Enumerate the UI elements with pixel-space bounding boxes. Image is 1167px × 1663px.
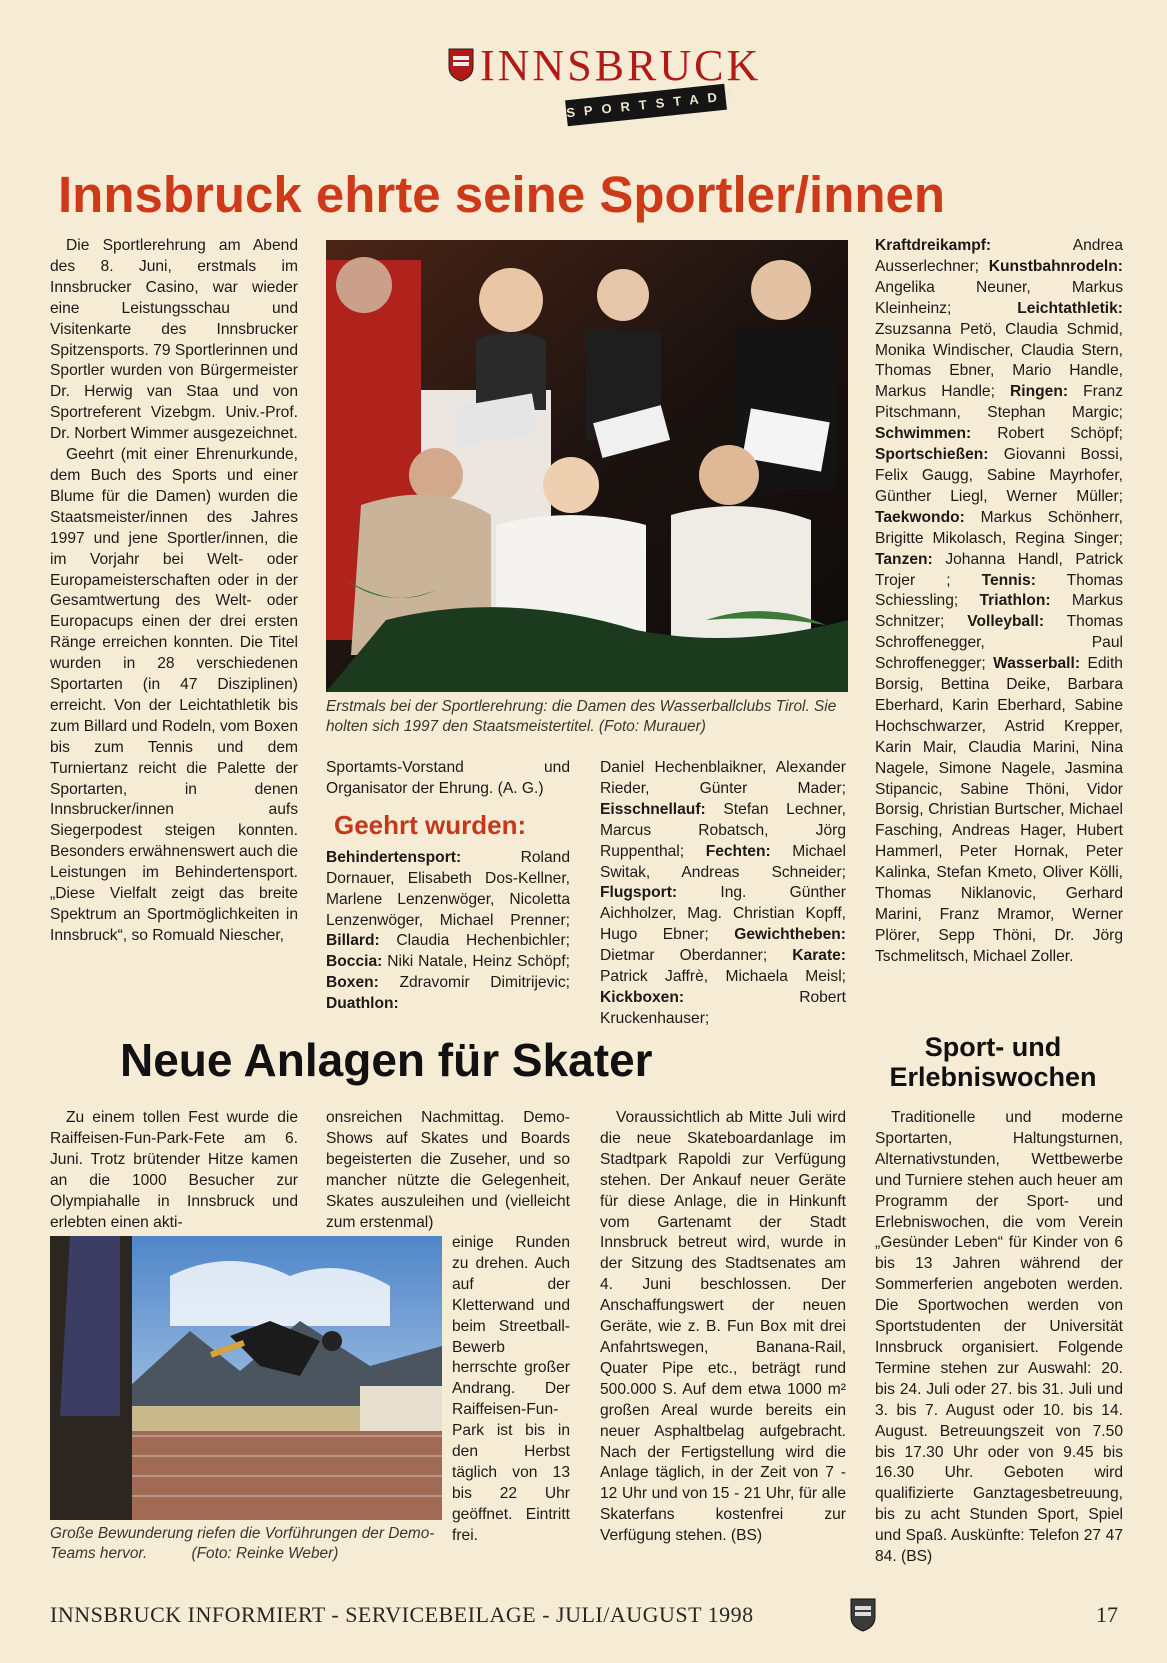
- honorees-list: Behindertensport: Roland Dornauer, Elisabeth Dos-Kellner, Marlene Lenzenwöger, Nicoletta Lenzenwöger, Michael Prenner; Billard: Claudia Hechenbichler; Boccia: Niki Natale, Heinz Schöpf; Boxen: Zdravomir Dimitrijevic; Duathlon:: [326, 848, 570, 1013]
- subheading: Geehrt wurden:: [334, 809, 527, 840]
- team-photo: [326, 240, 848, 692]
- article-column-3: [600, 758, 846, 1030]
- caption-text: Große Bewunderung riefen die Vorführungen der Demo-Teams hervor.: [50, 1525, 435, 1562]
- photo-credit: (Foto: Reinke Weber): [191, 1545, 339, 1562]
- article-column-1: [50, 236, 298, 947]
- skater-photo-caption: [50, 1524, 442, 1564]
- article-paragraph: onsreichen Nachmittag. Demo-Shows auf Skates und Boards begeisterten die Zuseher, und so mancher nützte die Gelegenheit, Skates auszuleihen und (vielleicht zum erstenmal): [326, 1109, 570, 1231]
- masthead: [448, 40, 762, 130]
- masthead-title: INNSBRUCK: [480, 41, 762, 90]
- photo-caption: Erstmals bei der Sportlerehrung: die Damen des Wasserballclubs Tirol. Sie holten sich 1997 den Staatsmeistertitel. (Foto: Murauer): [326, 698, 837, 735]
- sidebar-title-line: Sport- und: [924, 1032, 1062, 1062]
- city-crest-icon: [850, 1598, 876, 1632]
- headline: Innsbruck ehrte seine Sportler/innen: [58, 166, 946, 223]
- sidebar-title: [868, 1032, 1118, 1092]
- article-paragraph: Geehrt (mit einer Ehrenurkunde, dem Buch des Sports und einer Blume für die Damen) wurden die Staatsmeister/innen des Jahres 1997 und jene Sportler/innen, die im Vorjahr bei Welt- oder Europameisterschaften oder in der Gesamtwertung des Welt- oder Europacups einen der drei ersten Ränge erreichen konnten. Die Titel wurden in 28 verschiedenen Sportarten (in 47 Disziplinen) erreicht. Von der Leichtathletik bis zum Billard und Rodeln, vom Boxen bis zum Tennis und dem Turniertanz reicht die Palette der Sportarten, in denen Innsbrucker/innen aufs Siegerpodest steigen konnten. Besonders erwähnenswert auch die Leistungen im Behindertensport. „Diese Vielfalt zeigt das breite Spektrum an Sportmöglichkeiten in Innsbruck“, so Romuald Niescher,: [50, 446, 298, 944]
- footer: [50, 1598, 1130, 1634]
- article-paragraph: Zu einem tollen Fest wurde die Raiffeisen-Fun-Park-Fete am 6. Juni. Trotz brütender Hitze kamen an die 1000 Besucher zur Olympiahalle in Innsbruck und erlebten einen akti-: [50, 1109, 298, 1231]
- headline-skater: Neue Anlagen für Skater: [120, 1034, 653, 1086]
- article-paragraph: einige Runden zu drehen. Auch auf der Kletterwand und beim Streetball-Bewerb herrschte großer Andrang. Der Raiffeisen-Fun-Park ist bis in den Herbst täglich von 13 bis 22 Uhr geöffnet. Eintritt frei.: [452, 1234, 570, 1544]
- sidebar-title-line: Erlebniswochen: [889, 1062, 1097, 1092]
- page-number: 17: [1096, 1602, 1118, 1627]
- city-crest-icon: [448, 48, 474, 82]
- skater-column-1: [50, 1108, 298, 1233]
- skater-photo: [50, 1236, 442, 1520]
- article-paragraph: Traditionelle und moderne Sportarten, Haltungsturnen, Alternativstunden, Wettbewerbe und Turniere stehen auch heuer am Programm der Sport- und Erlebniswochen, die vom Verein „Gesünder Leben“ für Kinder von 6 bis 13 Jahren während der Sommerferien angeboten werden. Die Sportwochen werden von Sportstudenten der Universität Innsbruck organisiert. Folgende Termine stehen zur Auswahl: 20. bis 24. Juli oder 27. bis 31. Juli und 3. bis 7. August oder 10. bis 14. August. Betreuungszeit von 7.50 bis 17.30 Uhr oder von 9.45 bis 16.30 Uhr. Geboten wird qualifizierte Ganztagesbetreuung, bis zu acht Stunden Sport, Spiel und Spaß. Auskünfte: Telefon 27 47 84. (BS): [875, 1109, 1123, 1566]
- skater-column-2: [326, 1108, 570, 1233]
- sidebar-body: [875, 1108, 1123, 1568]
- honorees-list: Daniel Hechenblaikner, Alexander Rieder, Günter Mader; Eisschnellauf: Stefan Lechner, Marcus Robatsch, Jörg Ruppenthal; Fechten: Michael Switak, Andreas Schneider; Flugsport: Ing. Günther Aichholzer, Mag. Christian Kopff, Hugo Ebner; Gewichtheben: Dietmar Oberdanner; Karate: Patrick Jaffrè, Michaela Meisl; Kickboxen: Robert Kruckenhauser;: [600, 759, 846, 1027]
- article-paragraph: Voraussichtlich ab Mitte Juli wird die neue Skateboardanlage im Stadtpark Rapoldi zur Verfügung stehen. Der Ankauf neuer Geräte für diese Anlage, die in Hinkunft vom Gartenamt der Stadt Innsbruck betreut wird, wurde in der Sitzung des Stadtsenates am 4. Juni beschlossen. Der Anschaffungswert der neuen Geräte, wie z. B. Fun Box mit drei Anfahrtswegen, Banana-Rail, Quater Pipe etc., beträgt rund 500.000 S. Auf dem etwa 1000 m² großen Areal wurde bereits ein neuer Asphaltbelag aufgebracht. Nach der Fertigstellung wird die Anlage täglich, in der Zeit von 7 - 12 Uhr und von 15 - 21 Uhr, für alle Skaterfans kostenfrei zur Verfügung stehen. (BS): [600, 1109, 846, 1545]
- masthead-banner: SPORTSTADT: [565, 84, 727, 127]
- skater-column-2-continued: [452, 1233, 570, 1547]
- skater-column-3: [600, 1108, 846, 1547]
- honorees-list: Kraftdreikampf: Andrea Ausserlechner; Kunstbahnrodeln: Angelika Neuner, Markus Kleinheinz; Leichtathletik: Zsuzsanna Petö, Claudia Schmid, Monika Windischer, Claudia Stern, Thomas Ebner, Mario Handle, Markus Handle; Ringen: Franz Pitschmann, Stephan Margic; Schwimmen: Robert Schöpf; Sportschießen: Giovanni Bossi, Felix Gaugg, Sabine Mayrhofer, Günther Liegl, Werner Müller; Taekwondo: Markus Schönherr, Brigitte Mikolasch, Regina Singer; Tanzen: Johanna Handl, Patrick Trojer ; Tennis: Thomas Schiessling; Triathlon: Markus Schnitzer; Volleyball: Thomas Schroffenegger, Paul Schroffenegger; Wasserball: Edith Borsig, Bettina Deike, Barbara Eberhard, Karin Eberhard, Sabine Hochschwarzer, Astrid Krepper, Karin Mair, Claudia Marini, Nina Nagele, Simone Nagele, Jasmina Stipancic, Sabine Thöni, Vidor Borsig, Christian Burtscher, Michael Fasching, Andreas Hager, Hubert Hammerl, Peter Hornak, Peter Kalinka, Stefan Kmeto, Oliver Kölli, Thomas Niklanovic, Gerhard Marini, Franz Mramor, Werner Plörer, Sepp Thöni, Dr. Jörg Tschmelitsch, Michael Zoller.: [875, 237, 1123, 965]
- article-paragraph: Die Sportlerehrung am Abend des 8. Juni, erstmals im Innsbrucker Casino, war wieder eine Leistungsschau und Visitenkarte des Innsbrucker Spitzensports. 79 Sportlerinnen und Sportler wurden von Bürgermeister Dr. Herwig van Staa und von Sportreferent Vizebgm. Univ.-Prof. Dr. Norbert Wimmer ausgezeichnet.: [50, 237, 298, 443]
- footer-text: INNSBRUCK INFORMIERT - SERVICEBEILAGE - JULI/AUGUST 1998: [50, 1602, 754, 1627]
- article-paragraph: Sportamts-Vorstand und Organisator der Ehrung. (A. G.): [326, 759, 570, 797]
- article-column-4: [875, 236, 1123, 968]
- article-column-2: [326, 758, 570, 1015]
